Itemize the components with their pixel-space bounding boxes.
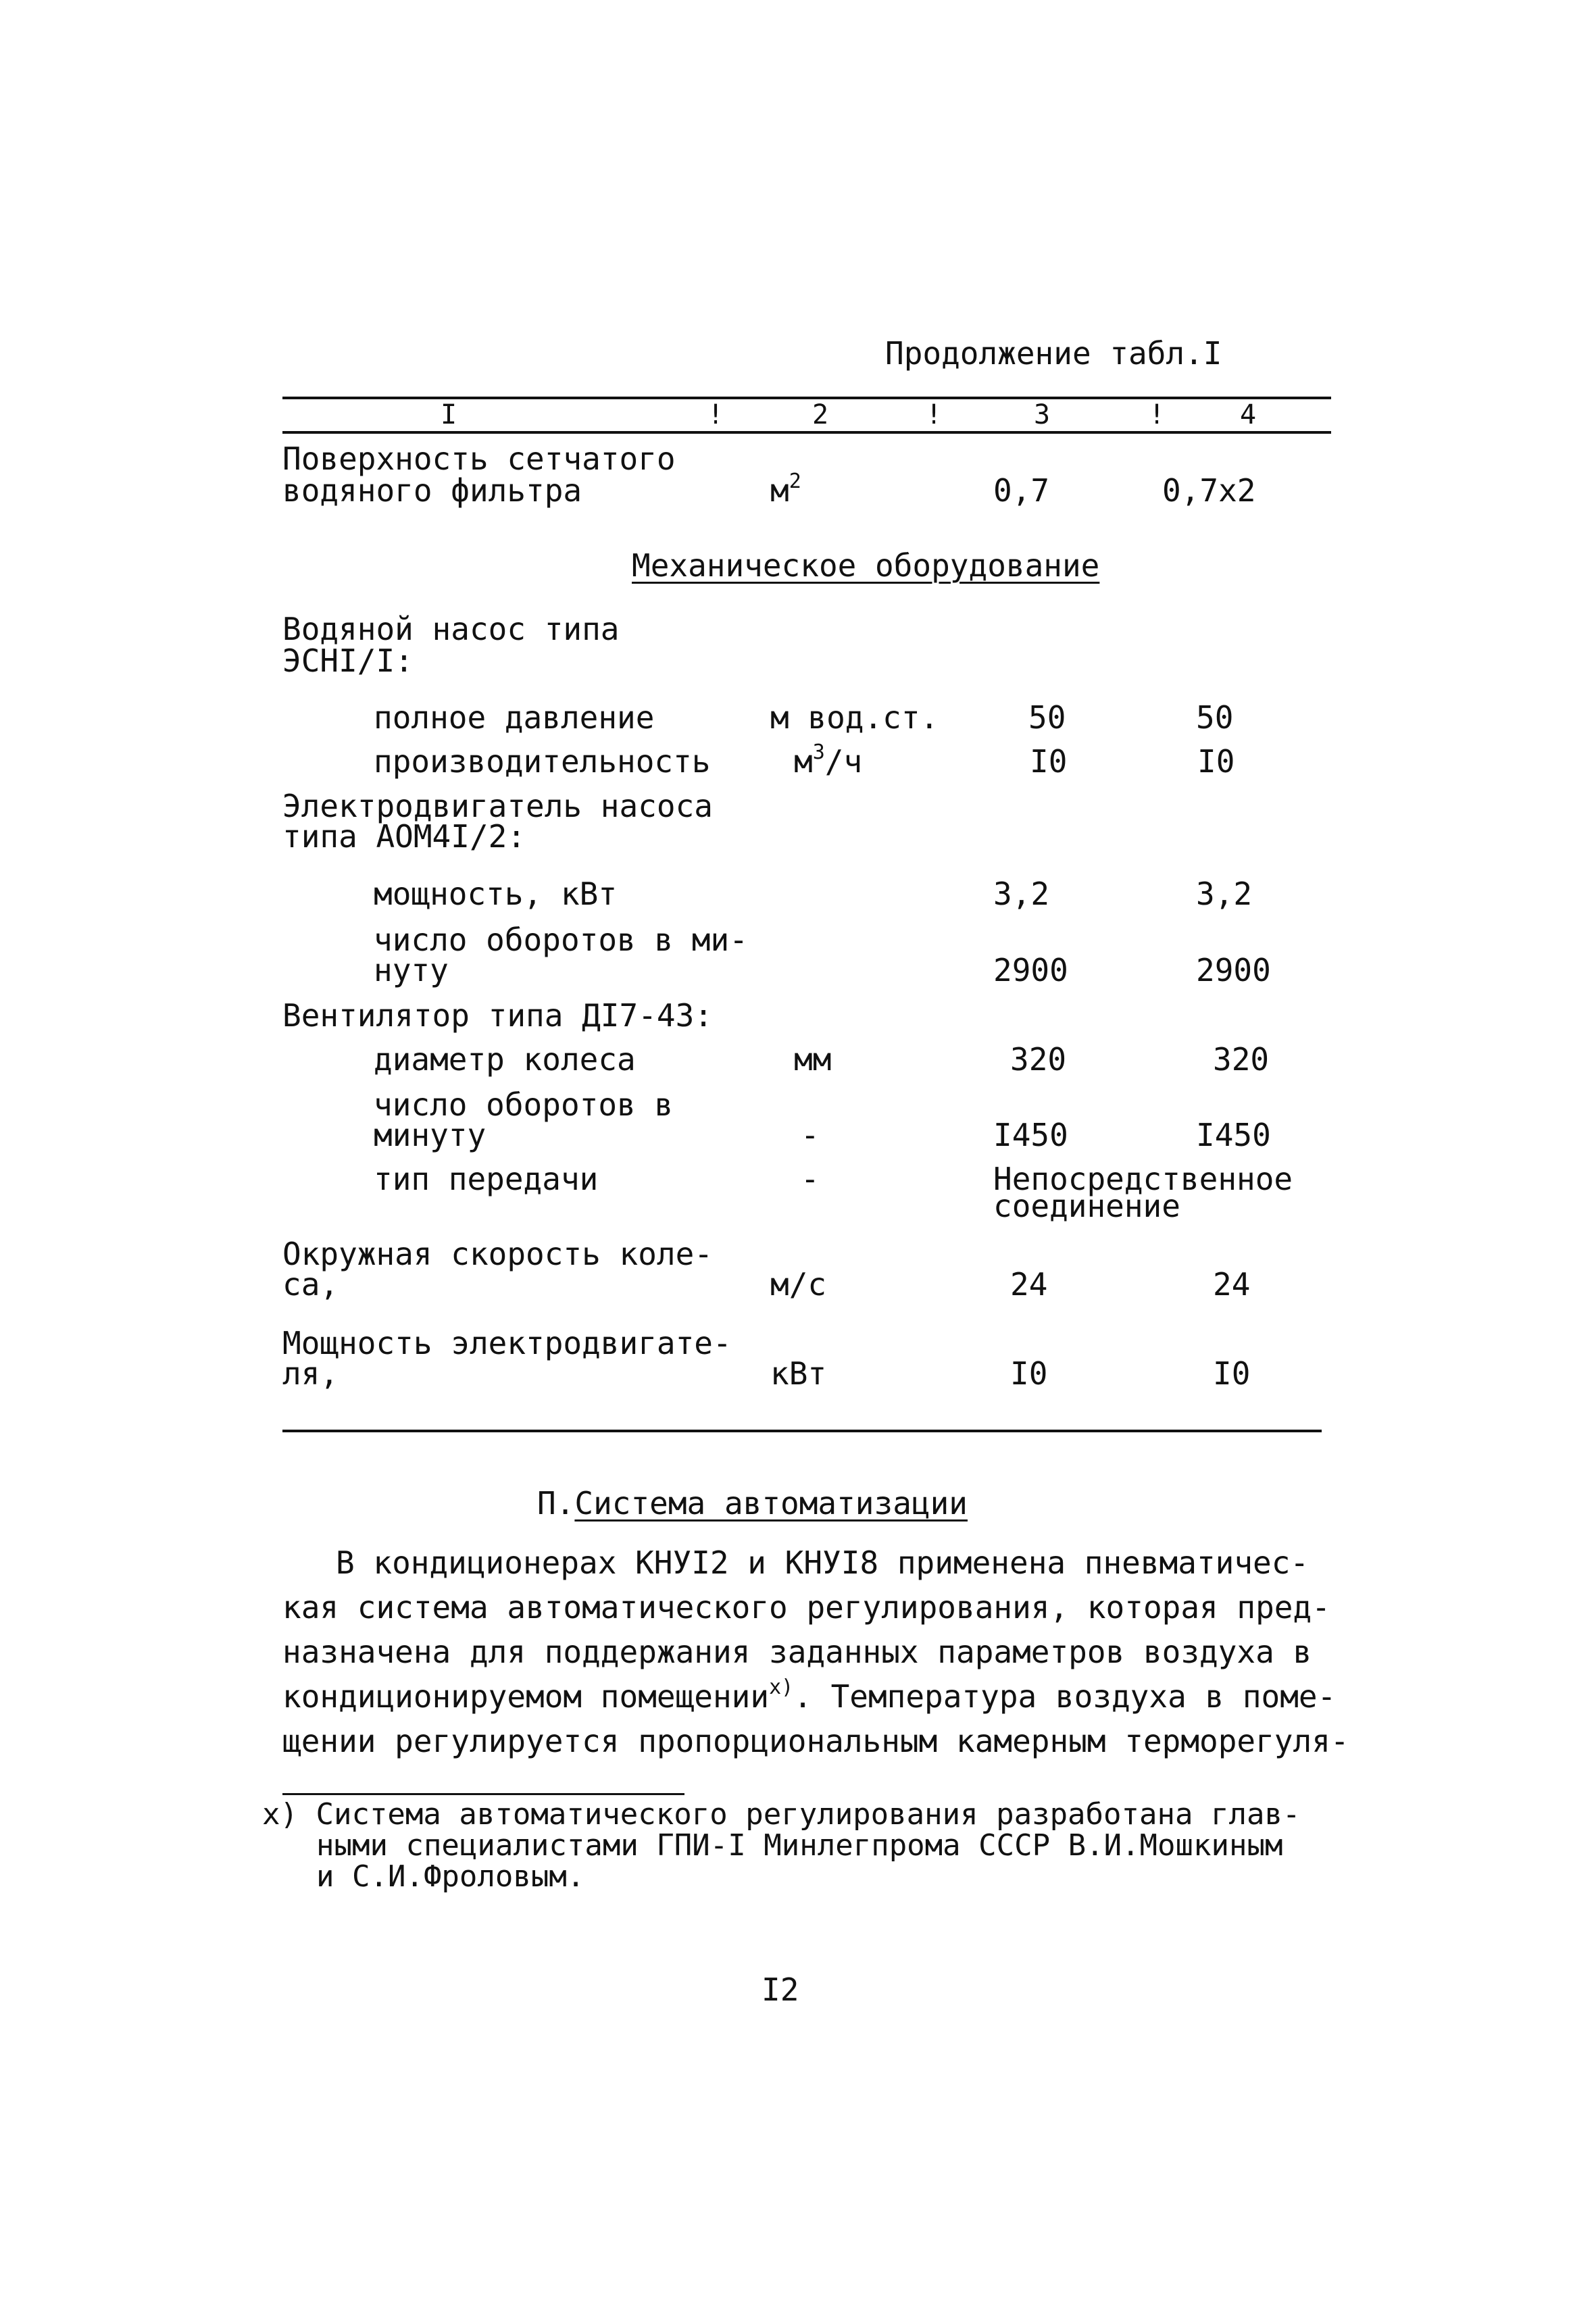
col-header-sep: !	[1149, 399, 1166, 430]
row-label: Вентилятор типа ДI7-43:	[282, 997, 713, 1034]
row-label: нуту	[374, 952, 449, 988]
row-value-3: I0	[1010, 1355, 1048, 1392]
row-label: тип передачи	[374, 1161, 599, 1197]
row-value-4: 50	[1196, 699, 1234, 736]
footnote-line: ными специалистами ГПИ-I Минлегпрома СССР В.И.Мошкиным	[316, 1828, 1283, 1863]
row-value-3: 0,7	[993, 472, 1050, 509]
row-unit: м вод.ст.	[770, 699, 939, 736]
paragraph-line: кая система автоматического регулирования, которая пред-	[282, 1589, 1330, 1626]
page-number: I2	[762, 1971, 799, 2008]
row-value-3: 24	[1010, 1266, 1048, 1303]
row-label: Мощность электродвигате-	[282, 1325, 732, 1361]
table-header-rule	[282, 431, 1331, 434]
paragraph-line: кондиционируемом помещении$^{х)}$. Температура воздуха в поме-	[282, 1676, 1337, 1715]
row-value-4: 3,2	[1196, 876, 1253, 912]
col-header-sep: !	[707, 399, 724, 430]
col-header-3: 3	[1034, 399, 1051, 430]
row-value-3: 2900	[993, 952, 1068, 988]
row-value-3: соединение	[993, 1188, 1180, 1224]
footnote-line: и С.И.Фроловым.	[316, 1859, 585, 1894]
paragraph-line: В кондиционерах КНУI2 и КНУI8 применена пневматичес-	[336, 1544, 1310, 1581]
row-label: производительность	[374, 743, 711, 780]
col-header-2: 2	[812, 399, 829, 430]
row-value-4: 2900	[1196, 952, 1271, 988]
col-header-sep: !	[926, 399, 943, 430]
row-unit: кВт	[770, 1355, 827, 1392]
row-label: число оборотов в	[374, 1086, 674, 1123]
footnote-line: х) Система автоматического регулирования разработана глав-	[262, 1797, 1301, 1832]
row-unit: мм	[794, 1041, 832, 1078]
row-label: полное давление	[374, 699, 655, 736]
row-label: типа АОМ4I/2:	[282, 818, 526, 855]
row-unit: м/с	[770, 1266, 827, 1303]
row-label: диаметр колеса	[374, 1041, 636, 1078]
row-value-4: I0	[1213, 1355, 1251, 1392]
row-value-3: 320	[1010, 1041, 1067, 1078]
row-unit: -	[801, 1117, 820, 1153]
row-value-3: I0	[1030, 743, 1068, 780]
col-header-4: 4	[1240, 399, 1257, 430]
footnote-rule	[282, 1793, 684, 1795]
table-top-rule	[282, 397, 1331, 399]
row-label: Электродвигатель насоса	[282, 788, 713, 824]
row-unit: $м^3/ч$	[794, 740, 863, 780]
table-bottom-rule	[282, 1430, 1322, 1432]
table-caption: Продолжение табл.I	[885, 335, 1222, 372]
row-label: ЭСНI/I:	[282, 643, 414, 679]
row-value-3: 3,2	[993, 876, 1050, 912]
row-value-3: 50	[1028, 699, 1066, 736]
row-value-4: 0,7х2	[1162, 472, 1256, 509]
row-label: мощность, кВт	[374, 876, 618, 912]
row-label: минуту	[374, 1117, 487, 1153]
row-label: Поверхность сетчатого	[282, 441, 676, 477]
row-label: водяного фильтра	[282, 472, 582, 509]
col-header-1: I	[441, 399, 457, 430]
row-label: Окружная скорость коле-	[282, 1236, 713, 1272]
row-value-3: Непосредственное	[993, 1161, 1293, 1197]
row-label: ля,	[282, 1355, 339, 1392]
row-value-4: I450	[1196, 1117, 1271, 1153]
section-heading: Механическое оборудование	[632, 547, 1100, 584]
row-unit: -	[801, 1161, 820, 1197]
row-label: Водяной насос типа	[282, 611, 620, 647]
row-unit: $м^2$	[770, 470, 801, 509]
row-value-4: 24	[1213, 1266, 1251, 1303]
row-label: число оборотов в ми-	[374, 922, 748, 958]
paragraph-line: назначена для поддержания заданных параметров воздуха в	[282, 1634, 1312, 1670]
row-label: са,	[282, 1266, 339, 1303]
row-value-4: 320	[1213, 1041, 1270, 1078]
paragraph-line: щении регулируется пропорциональным камерным терморегуля-	[282, 1723, 1349, 1759]
section-title: П.Система автоматизации	[537, 1485, 968, 1521]
row-value-4: I0	[1197, 743, 1235, 780]
row-value-3: I450	[993, 1117, 1068, 1153]
